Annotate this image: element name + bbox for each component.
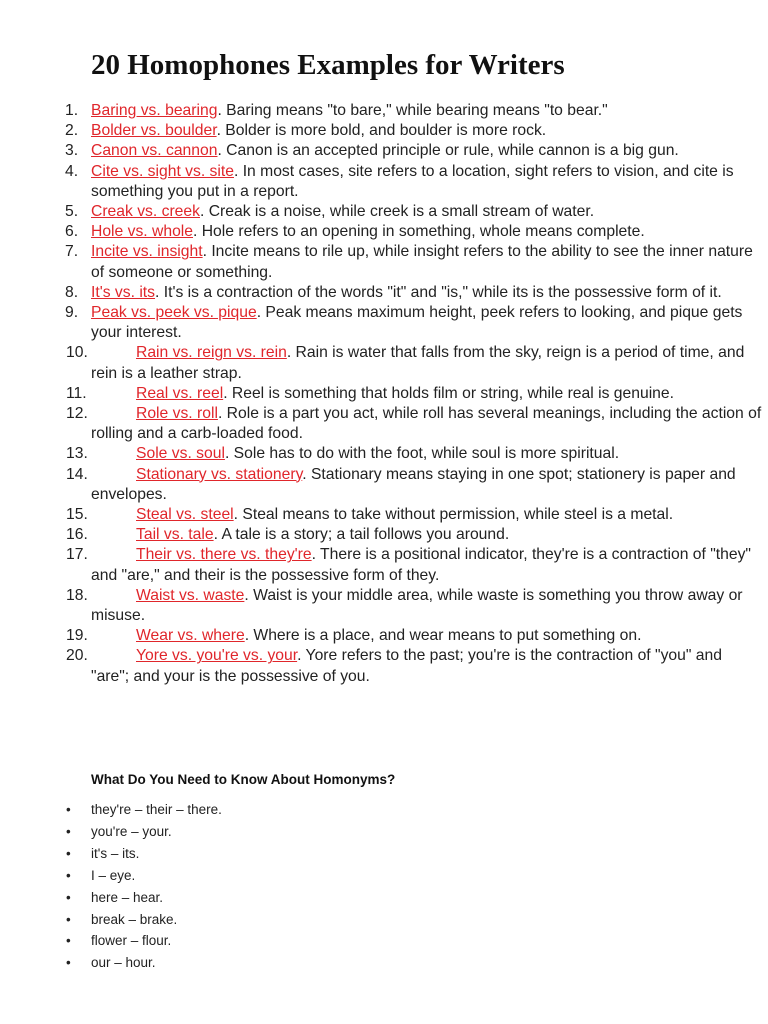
example-description: . Creak is a noise, while creek is a small stream of water.	[199, 203, 595, 221]
example-term-link[interactable]: Their vs. there vs. they're	[136, 546, 312, 564]
example-term-link[interactable]: Peak vs. peek vs. pique	[91, 304, 257, 322]
example-number: 3.	[65, 142, 79, 160]
example-number: 8.	[65, 283, 79, 301]
example-description: . Bolder is more bold, and boulder is more rock.	[216, 122, 547, 140]
example-term-link[interactable]: Bolder vs. boulder	[91, 122, 217, 140]
example-term-link[interactable]: Stationary vs. stationery	[136, 465, 303, 483]
example-number: 7.	[65, 243, 79, 261]
homonym-pair: they're – their – there.	[91, 802, 222, 817]
example-item	[0, 626, 768, 646]
example-description: . Canon is an accepted principle or rule, while cannon is a big gun.	[217, 142, 679, 160]
example-number: 2.	[65, 122, 79, 140]
example-number: 4.	[65, 162, 79, 180]
example-number: 16.	[66, 526, 88, 544]
bullet-icon: •	[66, 845, 71, 861]
homonym-item	[0, 952, 222, 974]
example-number: 1.	[65, 102, 79, 119]
example-description: . Steal means to take without permission, while steel is a metal.	[233, 506, 674, 524]
example-description: . A tale is a story; a tail follows you around.	[213, 526, 510, 544]
example-description: . Reel is something that holds film or string, while real is genuine.	[223, 384, 674, 402]
example-term-link[interactable]: Role vs. roll	[136, 405, 218, 423]
example-item	[0, 444, 768, 464]
example-number: 20.	[66, 647, 88, 665]
example-item	[0, 141, 768, 161]
example-description: . Sole has to do with the foot, while soul is more spiritual.	[224, 445, 620, 463]
example-description: . Peak means maximum height, peek refers to looking, and pique gets your interest.	[91, 304, 743, 342]
example-term-link[interactable]: Canon vs. cannon	[91, 142, 218, 160]
example-term-link[interactable]: Waist vs. waste	[136, 586, 245, 604]
example-item	[0, 646, 768, 686]
example-number: 15.	[66, 506, 88, 524]
bullet-icon: •	[66, 933, 71, 949]
example-description: . There is a positional indicator, they're is a contraction of "they" and "are," and their is the possessive form of they.	[91, 546, 752, 584]
example-item	[0, 505, 768, 525]
bullet-icon: •	[66, 911, 71, 927]
homonym-pair: here – hear.	[91, 889, 164, 905]
homonym-item	[0, 909, 222, 931]
example-description: . It's is a contraction of the words "it" and "is," while its is the possessive form of it.	[155, 283, 722, 301]
homonym-pair: break – brake.	[91, 911, 178, 927]
example-item	[0, 384, 768, 404]
example-item	[0, 101, 768, 121]
example-item	[0, 222, 768, 242]
homonym-item	[0, 887, 222, 909]
example-term-link[interactable]: Wear vs. where	[136, 627, 245, 645]
example-term-link[interactable]: Yore vs. you're vs. your	[136, 647, 298, 665]
homonym-item	[0, 930, 222, 952]
example-term-link[interactable]: Rain vs. reign vs. rein	[136, 344, 287, 362]
example-description: . Incite means to rile up, while insight refers to the ability to see the inner nature of someone or something.	[91, 243, 753, 281]
example-item	[0, 343, 768, 383]
example-item	[0, 303, 768, 343]
example-term-link[interactable]: Steal vs. steel	[136, 506, 234, 524]
example-number: 11.	[66, 384, 87, 402]
example-term-link[interactable]: Creak vs. creek	[91, 203, 200, 221]
example-term-link[interactable]: Sole vs. soul	[136, 445, 225, 463]
bullet-icon: •	[66, 867, 71, 883]
example-description: . Rain is water that falls from the sky, reign is a period of time, and rein is a leather strap.	[91, 344, 745, 382]
example-term-link[interactable]: It's vs. its	[91, 283, 156, 301]
example-item	[0, 162, 768, 202]
example-item	[0, 283, 768, 303]
example-item	[0, 242, 768, 282]
homonym-pairs-list	[0, 799, 222, 974]
example-term-link[interactable]: Baring vs. bearing	[91, 102, 218, 119]
page-title: 20 Homophones Examples for Writers	[91, 49, 565, 81]
example-item	[0, 121, 768, 141]
homonym-item	[0, 843, 222, 865]
bullet-icon: •	[66, 802, 71, 817]
example-description: . Baring means "to bare," while bearing means "to bear."	[217, 102, 608, 119]
example-number: 19.	[66, 627, 88, 645]
homonym-pair: you're – your.	[91, 823, 172, 839]
example-term-link[interactable]: Hole vs. whole	[91, 223, 194, 241]
example-number: 18.	[66, 586, 88, 604]
bullet-icon: •	[66, 955, 71, 971]
homonym-pair: flower – flour.	[91, 933, 172, 949]
example-item	[0, 404, 768, 444]
example-item	[0, 202, 768, 222]
example-item	[0, 545, 768, 585]
homonym-item	[0, 821, 222, 843]
example-term-link[interactable]: Tail vs. tale	[136, 526, 214, 544]
example-number: 5.	[65, 203, 79, 221]
example-item	[0, 525, 768, 545]
example-term-link[interactable]: Cite vs. sight vs. site	[91, 162, 234, 180]
homonym-item	[0, 865, 222, 887]
bullet-icon: •	[66, 889, 71, 905]
example-description: . Hole refers to an opening in something, whole means complete.	[193, 223, 645, 241]
example-number: 14.	[66, 465, 88, 483]
bullet-icon: •	[66, 823, 71, 839]
example-number: 6.	[65, 223, 79, 241]
example-description: . Waist is your middle area, while waste is something you throw away or misuse.	[91, 586, 743, 625]
example-number: 12.	[66, 405, 88, 423]
homonym-pair: our – hour.	[91, 955, 156, 971]
example-description: . In most cases, site refers to a location, sight refers to vision, and cite is something you put in a report.	[91, 162, 734, 200]
homonyms-heading: What Do You Need to Know About Homonyms?	[91, 772, 396, 787]
example-description: . Where is a place, and wear means to put something on.	[244, 627, 642, 645]
example-item	[0, 465, 768, 505]
example-number: 10.	[66, 344, 88, 362]
example-item	[0, 586, 768, 626]
example-description: . Role is a part you act, while roll has several meanings, including the action of rolling and a carb-loaded food.	[91, 405, 762, 443]
example-number: 17.	[66, 546, 88, 564]
example-description: . Stationary means staying in one spot; stationery is paper and envelopes.	[91, 465, 736, 503]
example-term-link[interactable]: Incite vs. insight	[91, 243, 203, 261]
homophone-examples-list	[0, 101, 768, 687]
homonym-item	[0, 799, 222, 821]
example-number: 13.	[66, 445, 88, 463]
homonym-pair: I – eye.	[91, 867, 136, 883]
example-number: 9.	[65, 304, 79, 322]
example-term-link[interactable]: Real vs. reel	[136, 384, 224, 402]
homonym-pair: it's – its.	[91, 845, 140, 861]
example-description: . Yore refers to the past; you're is the contraction of "you" and "are"; and your is the possessive of you.	[91, 647, 722, 685]
